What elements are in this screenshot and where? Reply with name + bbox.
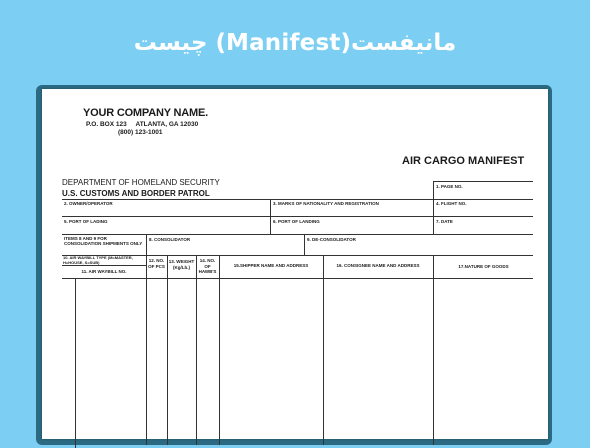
rule [433, 181, 533, 182]
column-divider [433, 255, 434, 445]
port-landing-label: 6. PORT OF LANDING [273, 219, 320, 224]
column-header-awb-type: 10. AIR WAYBILL TYPE (M=MASTER, H=HOUSE, S=SUB) [63, 255, 133, 265]
items-consolidation-label: ITEMS 8 AND 9 FOR CONSOLIDATION SHIPMENTS ONLY [64, 236, 143, 246]
rule [270, 199, 271, 234]
column-divider [75, 278, 76, 448]
column-header-awb-no: 11. AIR WAYBILL NO. [81, 269, 127, 274]
de-consolidator-label: 9. DE-CONSOLIDATOR [307, 237, 356, 242]
marks-label: 3. MARKS OF NATIONALITY AND REGISTRATION [273, 201, 379, 206]
column-divider [219, 255, 220, 445]
column-header-no-hawbs: 14. NO. OF HAWB'S [198, 258, 217, 274]
rule [62, 265, 146, 266]
form-title: AIR CARGO MANIFEST [402, 155, 525, 167]
rule [304, 234, 305, 255]
column-header-weight: 13. WEIGHT (Kg/Lb.) [168, 259, 195, 270]
department-label: DEPARTMENT OF HOMELAND SECURITY [62, 178, 220, 187]
rule [62, 199, 533, 200]
column-header-consignee: 16. CONSIGNEE NAME AND ADDRESS [336, 263, 420, 268]
agency-label: U.S. CUSTOMS AND BORDER PATROL [62, 189, 210, 198]
column-divider [323, 255, 324, 445]
rule [146, 234, 147, 255]
column-header-no-pcs: 12. NO. OF PCS [148, 258, 165, 269]
rule [62, 234, 533, 235]
flight-no-label: 4. FLIGHT NO. [436, 201, 467, 206]
date-label: 7. DATE [436, 219, 453, 224]
column-divider [196, 255, 197, 445]
rule [433, 181, 434, 234]
column-divider [167, 255, 168, 445]
rule [62, 278, 533, 279]
consolidator-label: 8. CONSOLIDATOR [149, 237, 191, 242]
manifest-form [42, 89, 548, 439]
rule [62, 216, 533, 217]
column-divider [146, 255, 147, 445]
banner-title: مانیفست(Manifest) چیست [133, 30, 457, 56]
company-phone: (800) 123-1001 [118, 129, 163, 136]
company-address: P.O. BOX 123 ATLANTA, GA 12030 [86, 121, 199, 128]
column-header-shipper: 15.SHIPPER NAME AND ADDRESS [233, 263, 309, 268]
column-header-nature: 17.NATURE OF GOODS [458, 264, 509, 269]
page-no-label: 1. PAGE NO. [436, 184, 463, 189]
company-name: YOUR COMPANY NAME. [83, 107, 208, 119]
owner-operator-label: 2. OWNER/OPERATOR [64, 201, 113, 206]
port-lading-label: 5. PORT OF LADING [64, 219, 108, 224]
